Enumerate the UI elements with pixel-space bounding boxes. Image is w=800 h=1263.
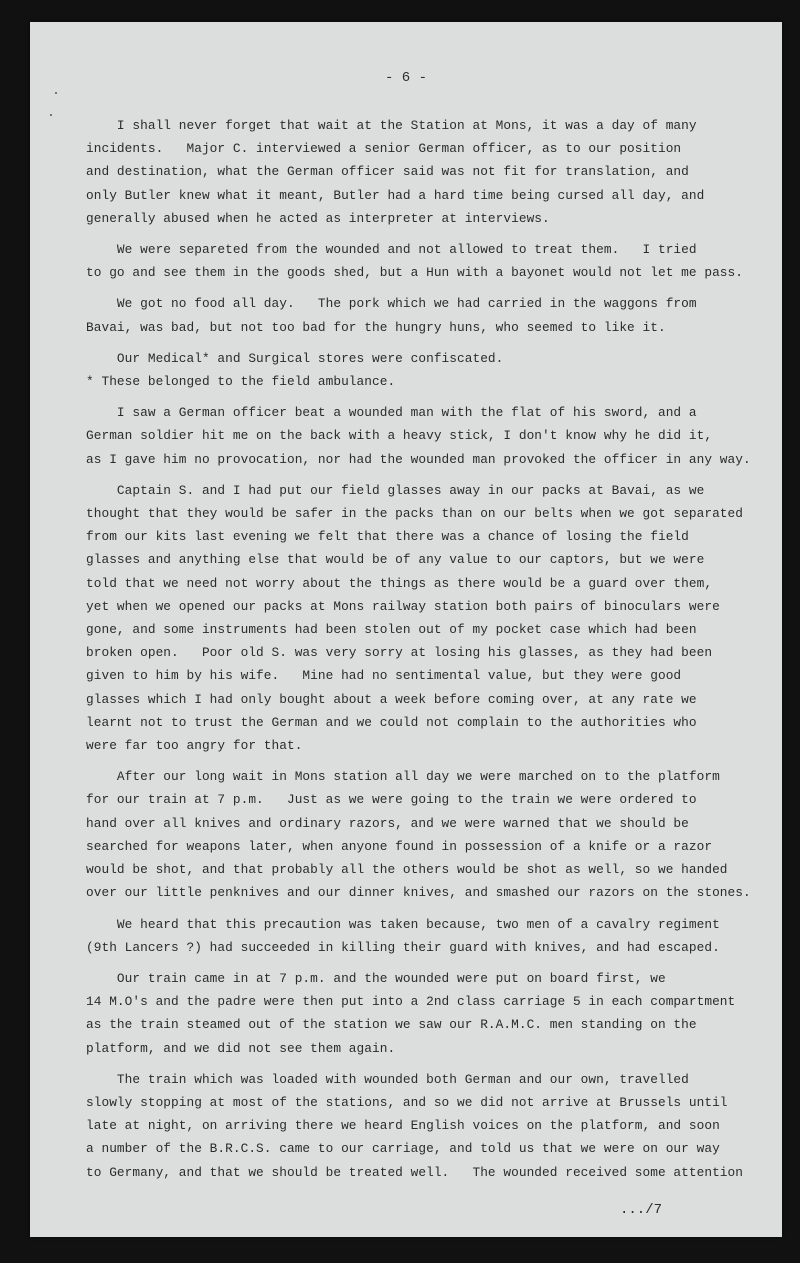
text-line: incidents. Major C. interviewed a senior German officer, as to our position xyxy=(86,141,682,157)
paragraph xyxy=(86,114,766,230)
text-line: We were separeted from the wounded and not allowed to treat them. I tried xyxy=(86,242,697,258)
text-line: glasses and anything else that would be of any value to our captors, but we were xyxy=(86,552,705,568)
text-line: a number of the B.R.C.S. came to our carriage, and told us that we were on our way xyxy=(86,1141,720,1157)
paper-speck xyxy=(55,92,57,94)
text-line: German soldier hit me on the back with a heavy stick, I don't know why he did it, xyxy=(86,428,713,444)
text-line: * These belonged to the field ambulance. xyxy=(86,374,396,390)
paragraph xyxy=(86,913,766,959)
text-line: We heard that this precaution was taken because, two men of a cavalry regiment xyxy=(86,916,720,932)
text-line: and destination, what the German officer said was not fit for translation, and xyxy=(86,164,689,180)
paragraph xyxy=(86,765,766,904)
page-number: - 6 - xyxy=(384,70,427,86)
text-line: as I gave him no provocation, nor had the wounded man provoked the officer in any way. xyxy=(86,451,751,467)
text-line: learnt not to trust the German and we could not complain to the authorities who xyxy=(86,714,697,730)
text-line: as the train steamed out of the station we saw our R.A.M.C. men standing on the xyxy=(86,1017,697,1033)
text-line: hand over all knives and ordinary razors, and we were warned that we should be xyxy=(86,815,689,831)
text-line: to Germany, and that we should be treated well. The wounded received some attention xyxy=(86,1164,743,1180)
text-line: yet when we opened our packs at Mons railway station both pairs of binoculars were xyxy=(86,598,720,614)
text-line: given to him by his wife. Mine had no sentimental value, but they were good xyxy=(86,668,682,684)
text-line: were far too angry for that. xyxy=(86,738,303,754)
text-line: thought that they would be safer in the packs than on our belts when we got separated xyxy=(86,506,743,522)
text-line: Captain S. and I had put our field glasses away in our packs at Bavai, as we xyxy=(86,482,705,498)
text-line: I shall never forget that wait at the Station at Mons, it was a day of many xyxy=(86,118,697,133)
text-line: late at night, on arriving there we heard English voices on the platform, and soon xyxy=(86,1118,720,1134)
text-line: I saw a German officer beat a wounded man with the flat of his sword, and a xyxy=(86,405,697,421)
text-line: broken open. Poor old S. was very sorry at losing his glasses, as they had been xyxy=(86,645,713,661)
text-line: would be shot, and that probably all the others would be shot as well, so we handed xyxy=(86,862,728,878)
text-line: After our long wait in Mons station all day we were marched on to the platform xyxy=(86,769,720,785)
text-line: only Butler knew what it meant, Butler had a hard time being cursed all day, and xyxy=(86,187,705,203)
text-line: 14 M.O's and the padre were then put into a 2nd class carriage 5 in each compartment xyxy=(86,994,736,1010)
text-line: to go and see them in the goods shed, but a Hun with a bayonet would not let me pass. xyxy=(86,265,743,281)
text-line: over our little penknives and our dinner knives, and smashed our razors on the stones. xyxy=(86,885,751,901)
text-line: (9th Lancers ?) had succeeded in killing their guard with knives, and had escaped. xyxy=(86,939,720,955)
paragraph xyxy=(86,347,766,393)
paragraph xyxy=(86,292,766,338)
text-line: gone, and some instruments had been stolen out of my pocket case which had been xyxy=(86,622,697,638)
paragraph xyxy=(86,1068,766,1184)
paragraph xyxy=(86,238,766,284)
paragraph xyxy=(86,479,766,757)
text-line: told that we need not worry about the things as there would be a guard over them, xyxy=(86,575,713,591)
text-line: Our Medical* and Surgical stores were confiscated. xyxy=(86,350,504,366)
typed-page xyxy=(30,22,782,1237)
text-line: generally abused when he acted as interpreter at interviews. xyxy=(86,210,550,226)
paper-speck xyxy=(50,114,52,116)
text-line: The train which was loaded with wounded both German and our own, travelled xyxy=(86,1071,689,1087)
body-text xyxy=(86,114,766,1192)
text-line: for our train at 7 p.m. Just as we were going to the train we were ordered to xyxy=(86,792,697,808)
text-line: from our kits last evening we felt that there was a chance of losing the field xyxy=(86,529,689,545)
text-line: glasses which I had only bought about a week before coming over, at any rate we xyxy=(86,691,697,707)
continuation-marker: .../7 xyxy=(620,1202,663,1218)
paragraph xyxy=(86,967,766,1060)
text-line: We got no food all day. The pork which we had carried in the waggons from xyxy=(86,296,697,312)
text-line: searched for weapons later, when anyone found in possession of a knife or a razor xyxy=(86,838,713,854)
text-line: Our train came in at 7 p.m. and the wounded were put on board first, we xyxy=(86,970,666,986)
text-line: slowly stopping at most of the stations, and so we did not arrive at Brussels until xyxy=(86,1094,728,1110)
text-line: Bavai, was bad, but not too bad for the hungry huns, who seemed to like it. xyxy=(86,319,666,335)
text-line: platform, and we did not see them again. xyxy=(86,1040,396,1056)
paragraph xyxy=(86,401,766,471)
